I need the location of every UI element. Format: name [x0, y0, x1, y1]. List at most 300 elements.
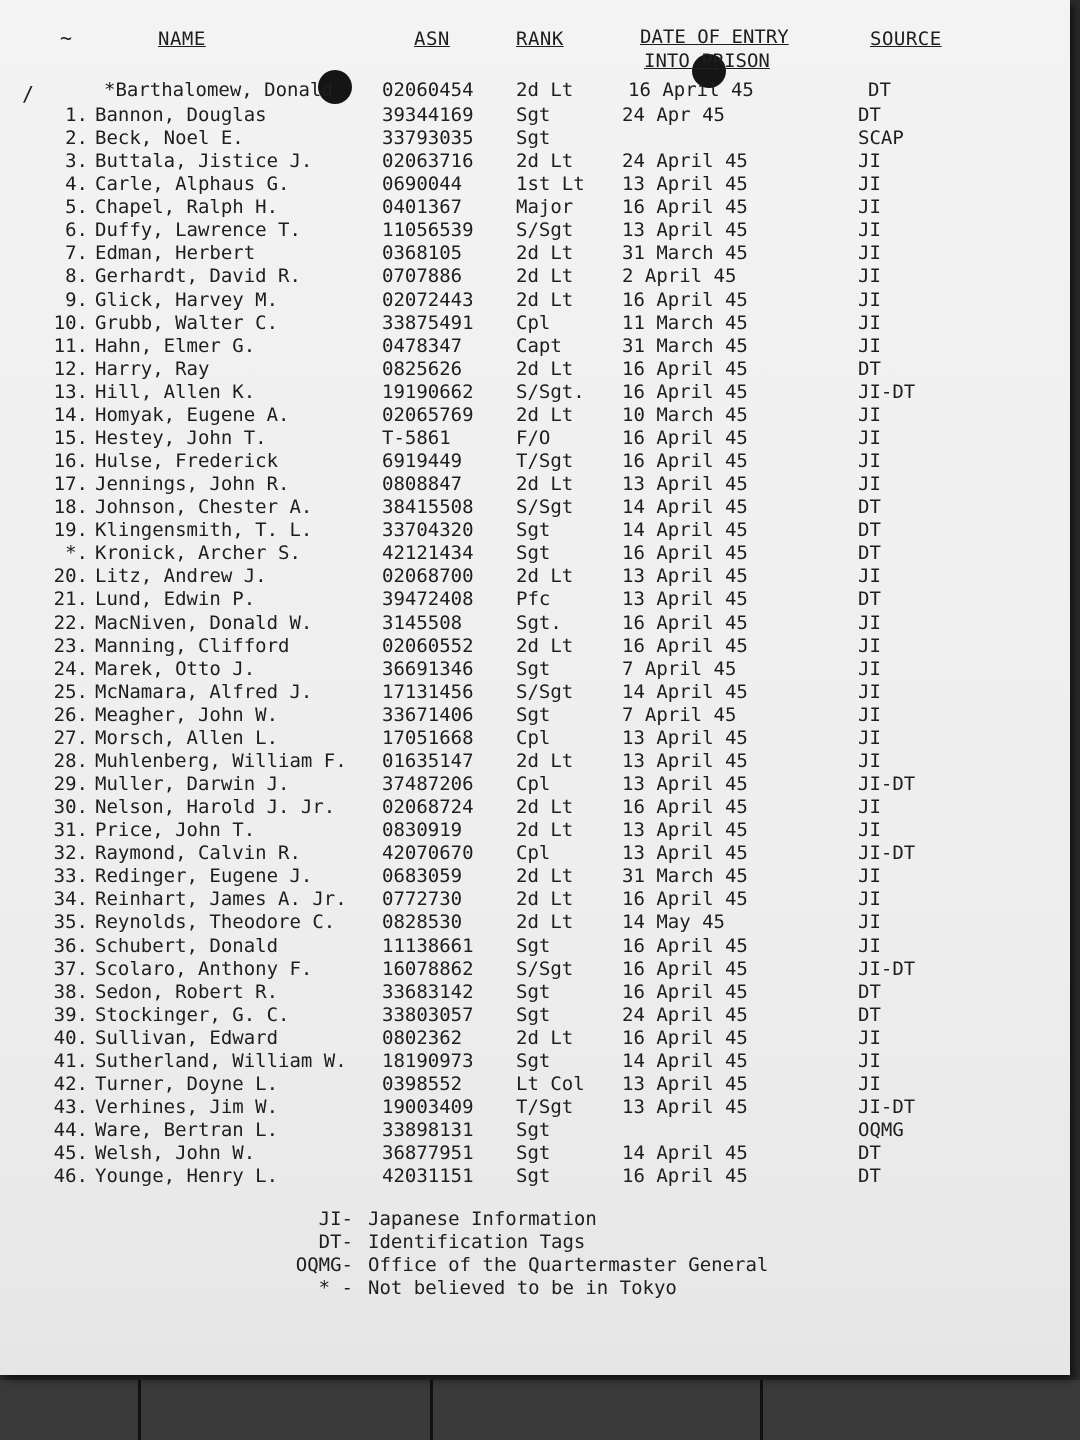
- entry-number: 1.: [65, 104, 88, 126]
- table-row: [0, 335, 1070, 358]
- table-row: [0, 1027, 1070, 1050]
- legend-text: Identification Tags: [368, 1231, 586, 1253]
- entry-date: 13 April 45: [622, 173, 748, 196]
- entry-number: 23.: [53, 634, 88, 657]
- entry-number: 13.: [53, 380, 88, 403]
- table-row: [0, 911, 1070, 934]
- table-row: [0, 888, 1070, 911]
- entry-asn: 0398552: [382, 1072, 463, 1095]
- table-row: [0, 519, 1070, 542]
- table-row: [0, 404, 1070, 427]
- entry-name: Duffy, Lawrence T.: [95, 219, 301, 242]
- entry-asn: 39344169: [382, 104, 474, 126]
- entry-source: JI: [858, 726, 881, 749]
- entry-name: Raymond, Calvin R.: [95, 842, 301, 865]
- table-row: [0, 958, 1070, 981]
- entry-source: JI-DT: [858, 773, 916, 796]
- entry-source: DT: [858, 519, 881, 542]
- entry-asn: 33898131: [382, 1119, 474, 1142]
- entry-asn: 42070670: [382, 842, 474, 865]
- entry-asn: 02060454: [382, 79, 474, 101]
- entry-source: JI: [858, 865, 881, 888]
- entry-number: 40.: [53, 1026, 88, 1049]
- entry-source: JI: [858, 403, 881, 426]
- entry-date: 13 April 45: [622, 773, 748, 796]
- entry-rank: F/O: [516, 426, 551, 449]
- entry-source: JI: [858, 334, 881, 357]
- entry-rank: Sgt: [516, 1165, 551, 1188]
- entry-rank: 2d Lt: [516, 865, 574, 888]
- entry-name: Hestey, John T.: [95, 426, 267, 449]
- legend-text: Office of the Quartermaster General: [368, 1254, 769, 1276]
- legend-code: OQMG-: [295, 1254, 353, 1276]
- entry-date: 13 April 45: [622, 473, 748, 496]
- table-row: [0, 450, 1070, 473]
- entry-date: 16 April 45: [622, 634, 748, 657]
- entry-name: Edman, Herbert: [95, 242, 256, 265]
- table-row: [0, 104, 1070, 127]
- entry-date: 7 April 45: [622, 703, 737, 726]
- entry-rank: S/Sgt: [516, 219, 574, 242]
- table-row: [0, 681, 1070, 704]
- entry-date: 24 April 45: [622, 150, 748, 173]
- entry-number: 4.: [65, 173, 88, 196]
- entry-date: 13 April 45: [622, 842, 748, 865]
- entry-rank: 2d Lt: [516, 634, 574, 657]
- entry-rank: Capt: [516, 334, 562, 357]
- table-row: [0, 935, 1070, 958]
- entry-asn: 6919449: [382, 450, 463, 473]
- entry-number: 46.: [53, 1165, 88, 1188]
- entry-name: Kronick, Archer S.: [95, 542, 301, 565]
- entry-date: 14 April 45: [622, 680, 748, 703]
- entry-date: 16 April 45: [628, 79, 754, 101]
- entry-date: 16 April 45: [622, 450, 748, 473]
- entry-number: 11.: [53, 334, 88, 357]
- entry-source: DT: [858, 104, 881, 126]
- header-name: NAME: [158, 28, 206, 50]
- entry-rank: 2d Lt: [516, 288, 574, 311]
- entry-asn: 33875491: [382, 311, 474, 334]
- entry-rank: S/Sgt: [516, 496, 574, 519]
- entry-name: Gerhardt, David R.: [95, 265, 301, 288]
- entry-date: 16 April 45: [622, 980, 748, 1003]
- entry-source: JI: [858, 450, 881, 473]
- entry-number: 7.: [65, 242, 88, 265]
- entry-name: Grubb, Walter C.: [95, 311, 279, 334]
- entry-date: 16 April 45: [622, 957, 748, 980]
- entry-number: 18.: [53, 496, 88, 519]
- entry-asn: 33793035: [382, 127, 474, 150]
- entry-date: 7 April 45: [622, 657, 737, 680]
- entry-source: JI: [858, 1072, 881, 1095]
- entry-asn: 0368105: [382, 242, 463, 265]
- entry-asn: 0690044: [382, 173, 463, 196]
- entry-name: Bannon, Douglas: [95, 104, 267, 126]
- entry-number: 10.: [53, 311, 88, 334]
- table-row: [0, 565, 1070, 588]
- table-row: [0, 219, 1070, 242]
- entry-date: 13 April 45: [622, 219, 748, 242]
- table-row: [0, 1096, 1070, 1119]
- entry-date: 24 April 45: [622, 1003, 748, 1026]
- legend-text: Not believed to be in Tokyo: [368, 1277, 677, 1299]
- entry-rank: S/Sgt.: [516, 380, 585, 403]
- entry-date: 13 April 45: [622, 1072, 748, 1095]
- entry-number: 8.: [65, 265, 88, 288]
- entry-number: 33.: [53, 865, 88, 888]
- entry-source: JI: [858, 1026, 881, 1049]
- entry-rank: 2d Lt: [516, 911, 574, 934]
- entry-date: 31 March 45: [622, 242, 748, 265]
- entry-date: 31 March 45: [622, 334, 748, 357]
- entry-rank: Cpl: [516, 311, 551, 334]
- entry-name: Harry, Ray: [95, 357, 210, 380]
- entry-name: Marek, Otto J.: [95, 657, 256, 680]
- table-row: [0, 773, 1070, 796]
- table-row: [0, 473, 1070, 496]
- entry-asn: 36877951: [382, 1142, 474, 1165]
- entry-asn: 3145508: [382, 611, 463, 634]
- entry-asn: 33803057: [382, 1003, 474, 1026]
- entry-name: Manning, Clifford: [95, 634, 290, 657]
- entry-date: 31 March 45: [622, 865, 748, 888]
- entry-name: Sutherland, William W.: [95, 1049, 347, 1072]
- entry-source: JI: [858, 749, 881, 772]
- entry-number: 16.: [53, 450, 88, 473]
- entry-rank: S/Sgt: [516, 957, 574, 980]
- entry-number: 20.: [53, 565, 88, 588]
- table-row: [0, 658, 1070, 681]
- entry-name: Carle, Alphaus G.: [95, 173, 290, 196]
- entry-date: 13 April 45: [622, 819, 748, 842]
- entry-source: JI: [858, 265, 881, 288]
- entry-name: Turner, Doyne L.: [95, 1072, 279, 1095]
- entry-asn: 0828530: [382, 911, 463, 934]
- entry-rank: S/Sgt: [516, 680, 574, 703]
- entry-name: Redinger, Eugene J.: [95, 865, 313, 888]
- entry-source: JI: [858, 819, 881, 842]
- entry-asn: 0478347: [382, 334, 463, 357]
- entry-date: 16 April 45: [622, 1165, 748, 1188]
- entry-rank: Major: [516, 196, 574, 219]
- entry-number: 21.: [53, 588, 88, 611]
- entry-date: 13 April 45: [622, 1096, 748, 1118]
- entry-asn: 19003409: [382, 1096, 474, 1118]
- entry-date: 16 April 45: [622, 1026, 748, 1049]
- entry-number: 43.: [53, 1096, 88, 1118]
- entry-date: 16 April 45: [622, 357, 748, 380]
- entry-rank: 2d Lt: [516, 265, 574, 288]
- entry-rank: Sgt: [516, 703, 551, 726]
- entry-rank: Pfc: [516, 588, 551, 611]
- header-asn: ASN: [414, 28, 450, 50]
- tick-mark: /: [22, 82, 35, 106]
- entry-rank: Lt Col: [516, 1072, 585, 1095]
- entry-date: 24 Apr 45: [622, 104, 725, 126]
- table-row: [0, 704, 1070, 727]
- entry-name: Litz, Andrew J.: [95, 565, 267, 588]
- entry-asn: 33671406: [382, 703, 474, 726]
- table-row: [0, 750, 1070, 773]
- table-row: [0, 242, 1070, 265]
- entry-source: DT: [858, 1165, 881, 1188]
- entry-asn: 33704320: [382, 519, 474, 542]
- entry-rank: 2d Lt: [516, 403, 574, 426]
- table-row: [0, 1142, 1070, 1165]
- entry-number: 29.: [53, 773, 88, 796]
- entry-number: 24.: [53, 657, 88, 680]
- entry-name: Schubert, Donald: [95, 934, 279, 957]
- table-row: [0, 865, 1070, 888]
- entry-source: DT: [868, 79, 891, 101]
- entry-source: DT: [858, 1142, 881, 1165]
- entry-asn: T-5861: [382, 426, 451, 449]
- entry-number: 30.: [53, 796, 88, 819]
- entry-rank: T/Sgt: [516, 450, 574, 473]
- table-row: [0, 588, 1070, 611]
- entry-name: Sullivan, Edward: [95, 1026, 279, 1049]
- entry-asn: 19190662: [382, 380, 474, 403]
- entry-number: 2.: [65, 127, 88, 150]
- entry-asn: 17131456: [382, 680, 474, 703]
- entry-number: 26.: [53, 703, 88, 726]
- entry-rank: 2d Lt: [516, 819, 574, 842]
- entry-source: JI: [858, 703, 881, 726]
- entry-source: JI: [858, 311, 881, 334]
- entry-number: 12.: [53, 357, 88, 380]
- entry-rank: 1st Lt: [516, 173, 585, 196]
- entry-rank: Cpl: [516, 726, 551, 749]
- entry-rank: Sgt: [516, 934, 551, 957]
- entry-source: OQMG: [858, 1119, 904, 1142]
- table-row: [0, 1165, 1070, 1188]
- entry-rank: 2d Lt: [516, 888, 574, 911]
- entry-asn: 33683142: [382, 980, 474, 1003]
- entry-name: Muhlenberg, William F.: [95, 749, 347, 772]
- entry-date: 13 April 45: [622, 749, 748, 772]
- entry-source: JI: [858, 1049, 881, 1072]
- entry-number: 5.: [65, 196, 88, 219]
- entry-source: DT: [858, 357, 881, 380]
- entry-rank: Sgt.: [516, 611, 562, 634]
- table-row: [0, 1004, 1070, 1027]
- entry-date: 13 April 45: [622, 588, 748, 611]
- entry-asn: 02068700: [382, 565, 474, 588]
- entry-number: 19.: [53, 519, 88, 542]
- entry-rank: Sgt: [516, 127, 551, 150]
- table-row: [0, 427, 1070, 450]
- entry-source: JI: [858, 911, 881, 934]
- entry-name: Verhines, Jim W.: [95, 1096, 279, 1118]
- table-row: [0, 173, 1070, 196]
- table-row: [0, 542, 1070, 565]
- entry-number: 17.: [53, 473, 88, 496]
- table-row: [0, 1050, 1070, 1073]
- entry-asn: 42031151: [382, 1165, 474, 1188]
- entry-date: 13 April 45: [622, 565, 748, 588]
- entry-asn: 0802362: [382, 1026, 463, 1049]
- entry-date: 13 April 45: [622, 726, 748, 749]
- table-row: [0, 981, 1070, 1004]
- entry-rank: Cpl: [516, 842, 551, 865]
- entry-asn: 0683059: [382, 865, 463, 888]
- table-row: [0, 796, 1070, 819]
- entry-number: 6.: [65, 219, 88, 242]
- entry-source: JI: [858, 426, 881, 449]
- entry-date: 16 April 45: [622, 542, 748, 565]
- table-row: [0, 358, 1070, 381]
- entry-number: 15.: [53, 426, 88, 449]
- entry-source: JI: [858, 796, 881, 819]
- table-row: [0, 1119, 1070, 1142]
- entry-source: JI: [858, 473, 881, 496]
- entry-asn: 42121434: [382, 542, 474, 565]
- entry-name: Price, John T.: [95, 819, 256, 842]
- entry-rank: Sgt: [516, 1049, 551, 1072]
- entry-name: Meagher, John W.: [95, 703, 279, 726]
- entry-source: JI: [858, 288, 881, 311]
- entry-source: JI: [858, 173, 881, 196]
- entry-source: DT: [858, 542, 881, 565]
- table-row: [0, 196, 1070, 219]
- entry-name: MacNiven, Donald W.: [95, 611, 313, 634]
- entry-name: Buttala, Jistice J.: [95, 150, 313, 173]
- entry-date: 16 April 45: [622, 796, 748, 819]
- entry-rank: 2d Lt: [516, 357, 574, 380]
- lead-row: [0, 79, 1070, 102]
- entry-name: Scolaro, Anthony F.: [95, 957, 313, 980]
- entry-rank: Sgt: [516, 657, 551, 680]
- table-row: [0, 819, 1070, 842]
- entry-source: JI: [858, 219, 881, 242]
- entry-number: 39.: [53, 1003, 88, 1026]
- entry-rank: Sgt: [516, 104, 551, 126]
- entry-number: 27.: [53, 726, 88, 749]
- entry-rank: 2d Lt: [516, 242, 574, 265]
- table-row: [0, 381, 1070, 404]
- entry-name: Sedon, Robert R.: [95, 980, 279, 1003]
- entry-source: JI: [858, 611, 881, 634]
- header-date-line2: INTO PRISON: [644, 50, 770, 72]
- entry-source: JI: [858, 888, 881, 911]
- entry-number: 38.: [53, 980, 88, 1003]
- entry-date: 2 April 45: [622, 265, 737, 288]
- entry-asn: 0830919: [382, 819, 463, 842]
- entry-number: 35.: [53, 911, 88, 934]
- entry-rank: Cpl: [516, 773, 551, 796]
- entry-date: 14 April 45: [622, 1049, 748, 1072]
- entry-asn: 18190973: [382, 1049, 474, 1072]
- entry-date: 16 April 45: [622, 426, 748, 449]
- entry-rank: Sgt: [516, 1119, 551, 1142]
- entry-source: DT: [858, 588, 881, 611]
- entry-name: Lund, Edwin P.: [95, 588, 256, 611]
- entry-number: 22.: [53, 611, 88, 634]
- entry-name: Reynolds, Theodore C.: [95, 911, 336, 934]
- entry-asn: 0401367: [382, 196, 463, 219]
- entry-rank: 2d Lt: [516, 79, 574, 101]
- table-row: [0, 612, 1070, 635]
- entry-source: JI: [858, 196, 881, 219]
- entry-source: JI: [858, 634, 881, 657]
- entry-asn: 02068724: [382, 796, 474, 819]
- entry-source: DT: [858, 980, 881, 1003]
- entry-source: DT: [858, 1003, 881, 1026]
- entry-name: Hahn, Elmer G.: [95, 334, 256, 357]
- entry-number: 28.: [53, 749, 88, 772]
- entry-source: SCAP: [858, 127, 904, 150]
- entry-asn: 36691346: [382, 657, 474, 680]
- entry-number: 42.: [53, 1072, 88, 1095]
- entry-date: 16 April 45: [622, 380, 748, 403]
- table-row: [0, 842, 1070, 865]
- entry-rank: Sgt: [516, 980, 551, 1003]
- entry-date: 16 April 45: [622, 196, 748, 219]
- entry-rank: Sgt: [516, 1142, 551, 1165]
- entry-date: 14 May 45: [622, 911, 725, 934]
- entry-name: Hulse, Frederick: [95, 450, 279, 473]
- entry-number: *.: [65, 542, 88, 565]
- entry-asn: 17051668: [382, 726, 474, 749]
- table-row: [0, 150, 1070, 173]
- entry-asn: 16078862: [382, 957, 474, 980]
- legend-code: * -: [318, 1277, 353, 1299]
- entry-asn: 02072443: [382, 288, 474, 311]
- header-rank: RANK: [516, 28, 564, 50]
- entry-asn: 39472408: [382, 588, 474, 611]
- entry-rank: 2d Lt: [516, 565, 574, 588]
- entry-number: 36.: [53, 934, 88, 957]
- entry-rank: T/Sgt: [516, 1096, 574, 1118]
- entry-rank: 2d Lt: [516, 473, 574, 496]
- entry-source: JI: [858, 565, 881, 588]
- entry-date: 16 April 45: [622, 288, 748, 311]
- entry-name: Nelson, Harold J. Jr.: [95, 796, 336, 819]
- entry-date: 14 April 45: [622, 1142, 748, 1165]
- table-row: [0, 289, 1070, 312]
- entry-number: 9.: [65, 288, 88, 311]
- entry-name: Muller, Darwin J.: [95, 773, 290, 796]
- entry-rank: 2d Lt: [516, 749, 574, 772]
- entry-number: 37.: [53, 957, 88, 980]
- entry-source: JI-DT: [858, 842, 916, 865]
- entry-asn: 37487206: [382, 773, 474, 796]
- entry-asn: 38415508: [382, 496, 474, 519]
- entry-asn: 0707886: [382, 265, 463, 288]
- entry-name: Klingensmith, T. L.: [95, 519, 313, 542]
- entry-name: Ware, Bertran L.: [95, 1119, 279, 1142]
- table-row: [0, 635, 1070, 658]
- entry-asn: 01635147: [382, 749, 474, 772]
- entry-number: 3.: [65, 150, 88, 173]
- entry-number: 34.: [53, 888, 88, 911]
- entry-asn: 02065769: [382, 403, 474, 426]
- table-row: [0, 127, 1070, 150]
- entry-name: Glick, Harvey M.: [95, 288, 279, 311]
- entry-name: Johnson, Chester A.: [95, 496, 313, 519]
- entry-source: JI: [858, 934, 881, 957]
- entry-date: 16 April 45: [622, 611, 748, 634]
- entry-number: 44.: [53, 1119, 88, 1142]
- entry-source: JI-DT: [858, 380, 916, 403]
- entry-rank: 2d Lt: [516, 150, 574, 173]
- entry-source: DT: [858, 496, 881, 519]
- entry-rank: Sgt: [516, 542, 551, 565]
- entry-date: 10 March 45: [622, 403, 748, 426]
- entry-name: Reinhart, James A. Jr.: [95, 888, 347, 911]
- entry-source: JI: [858, 657, 881, 680]
